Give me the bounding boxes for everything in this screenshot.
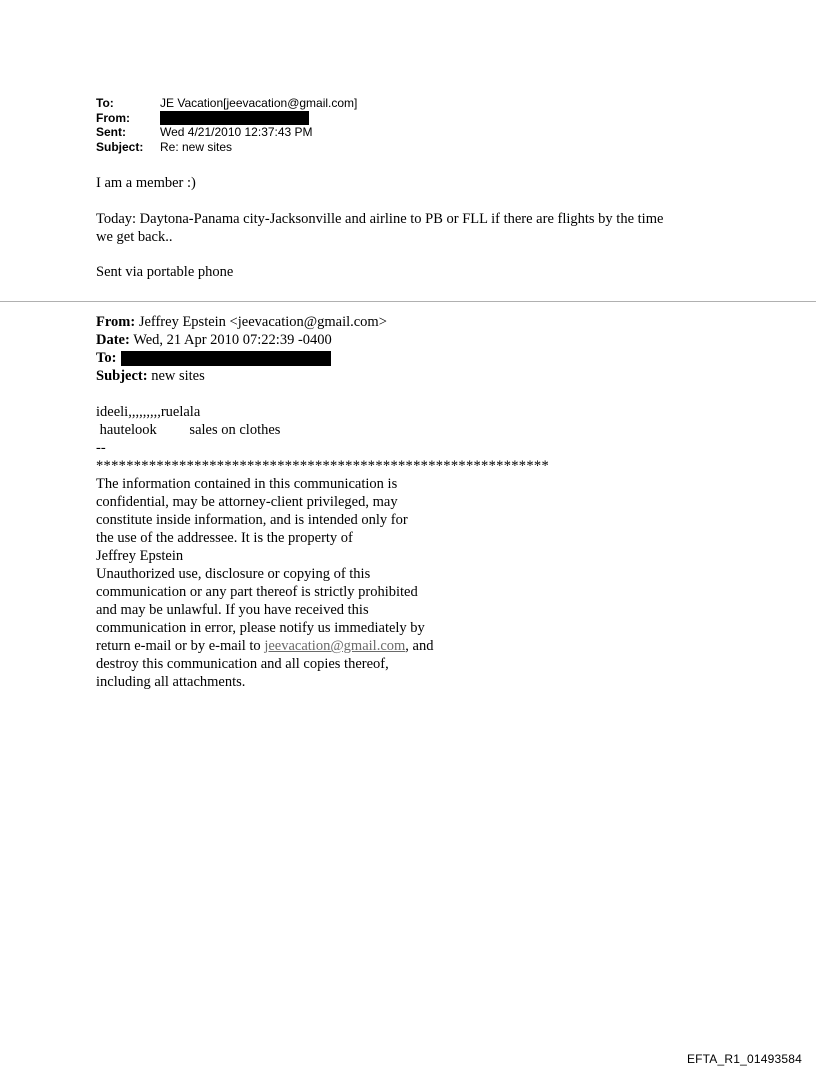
subject-value: Re: new sites [160,139,233,154]
quoted-date-row [96,331,549,349]
reply-line-2 [96,210,663,246]
quoted-date-label: Date: [96,332,130,348]
redaction-box [160,111,309,125]
subject-label: Subject: [96,139,144,154]
disclaimer-line: communication or any part thereof is strictly prohibited [96,584,418,600]
reply-line-2a: Today: Daytona-Panama city-Jacksonville and airline to PB or FLL if there are flights by the time [96,211,664,227]
quoted-message [96,313,549,691]
signature-stars: ************************************************************ [96,458,549,474]
to-value: JE Vacation[jeevacation@gmail.com] [160,96,358,110]
email-link[interactable]: jeevacation@gmail.com [264,638,406,654]
quoted-body-line-2: hautelook sales on clothes [96,422,281,438]
quoted-to-label: To: [96,350,117,366]
disclaimer-return-line [96,637,549,655]
disclaimer-line: and may be unlawful. If you have received this [96,602,369,618]
from-label: From: [96,110,130,125]
disclaimer-line: Unauthorized use, disclosure or copying of this [96,566,371,582]
signature-dash: -- [96,440,106,456]
redaction-box [121,351,331,366]
disclaimer-line: The information contained in this communication is [96,476,398,492]
sent-label: Sent: [96,125,126,139]
document-id: EFTA_R1_01493584 [686,1052,802,1066]
quoted-subject-row [96,367,549,385]
from-value-wrap [160,111,309,126]
spacer [96,385,549,403]
to-label: To: [96,96,114,110]
quoted-from-label: From: [96,314,136,330]
quoted-subject-value: new sites [147,368,205,384]
disclaimer-line: the use of the addressee. It is the property of [96,530,353,546]
disclaimer-line: destroy this communication and all copies thereof, [96,656,389,672]
sent-value: Wed 4/21/2010 12:37:43 PM [160,125,313,139]
disclaimer-line: confidential, may be attorney-client privileged, may [96,494,398,510]
disclaimer [96,475,549,691]
disclaimer-line: including all attachments. [96,674,246,690]
quoted-subject-label: Subject: [96,368,148,384]
disclaimer-line: communication in error, please notify us immediately by [96,620,425,636]
disclaimer-line: Jeffrey Epstein [96,548,184,564]
quoted-from-row [96,313,549,331]
reply-signature: Sent via portable phone [96,264,234,280]
return-prefix: return e-mail or by e-mail to [96,638,265,654]
quote-divider [0,301,816,302]
quoted-date-value: Wed, 21 Apr 2010 07:22:39 -0400 [129,332,332,348]
quoted-body-line-1: ideeli,,,,,,,,,ruelala [96,404,201,420]
reply-line-1: I am a member :) [96,175,196,191]
return-suffix: , and [405,638,434,654]
reply-line-2b: we get back.. [96,229,173,245]
disclaimer-line: constitute inside information, and is intended only for [96,512,408,528]
quoted-from-value: Jeffrey Epstein <jeevacation@gmail.com> [135,314,387,330]
quoted-to-row [96,349,549,367]
